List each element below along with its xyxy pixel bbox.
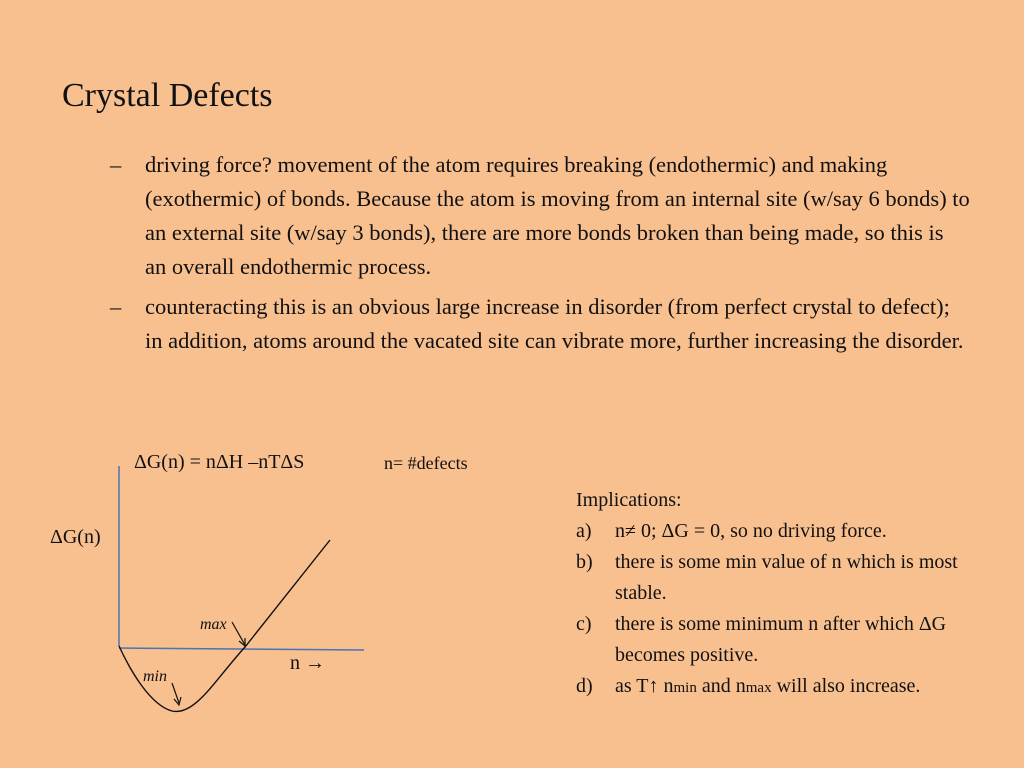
implications-box xyxy=(576,485,976,704)
item-text: there is some min value of n which is most stable. xyxy=(615,551,958,604)
item-text: n≠ 0; ΔG = 0, so no driving force. xyxy=(615,520,887,542)
implication-item xyxy=(576,609,976,671)
bullet-text: driving force? movement of the atom requires breaking (endothermic) and making (exothermic) of bonds. Because the atom is moving from an internal site (w/say 6 bonds) to an external site (w/say 3 bonds), there are more bonds broken than being made, so this is an overall endothermic process. xyxy=(145,152,970,279)
x-axis xyxy=(119,648,364,650)
max-arrow xyxy=(232,622,245,646)
item-letter: a) xyxy=(576,520,592,542)
max-label: max xyxy=(200,616,227,633)
item-letter: b) xyxy=(576,551,593,573)
item-prefix: as T↑ n xyxy=(615,675,674,697)
dash-marker: – xyxy=(110,152,122,177)
bullet-text: counteracting this is an obvious large increase in disorder (from perfect crystal to defect); in addition, atoms around the vacated site can vibrate more, further increasing the disorder. xyxy=(145,294,964,353)
equation-note: n= #defects xyxy=(384,453,468,473)
free-energy-equation: ΔG(n) = nΔH –nTΔS xyxy=(134,451,305,473)
implication-item xyxy=(576,547,976,609)
implication-item xyxy=(576,516,976,547)
item-suffix: will also increase. xyxy=(771,675,921,697)
dash-marker: – xyxy=(110,294,122,319)
y-axis-label: ΔG(n) xyxy=(50,526,101,548)
item-letter: c) xyxy=(576,613,592,635)
min-arrow xyxy=(172,683,181,705)
item-mid: and n xyxy=(696,675,746,697)
implications-heading: Implications: xyxy=(576,489,682,511)
implication-item xyxy=(576,671,976,704)
implications-list xyxy=(576,516,976,704)
item-text xyxy=(615,675,920,697)
x-axis-label: n → xyxy=(290,652,325,674)
item-letter: d) xyxy=(576,675,593,697)
subscript-min: min xyxy=(673,680,697,696)
slide-title: Crystal Defects xyxy=(62,77,273,114)
item-text: there is some minimum n after which ΔG becomes positive. xyxy=(615,613,947,666)
subscript-max: max xyxy=(745,680,772,696)
min-label: min xyxy=(143,668,167,685)
